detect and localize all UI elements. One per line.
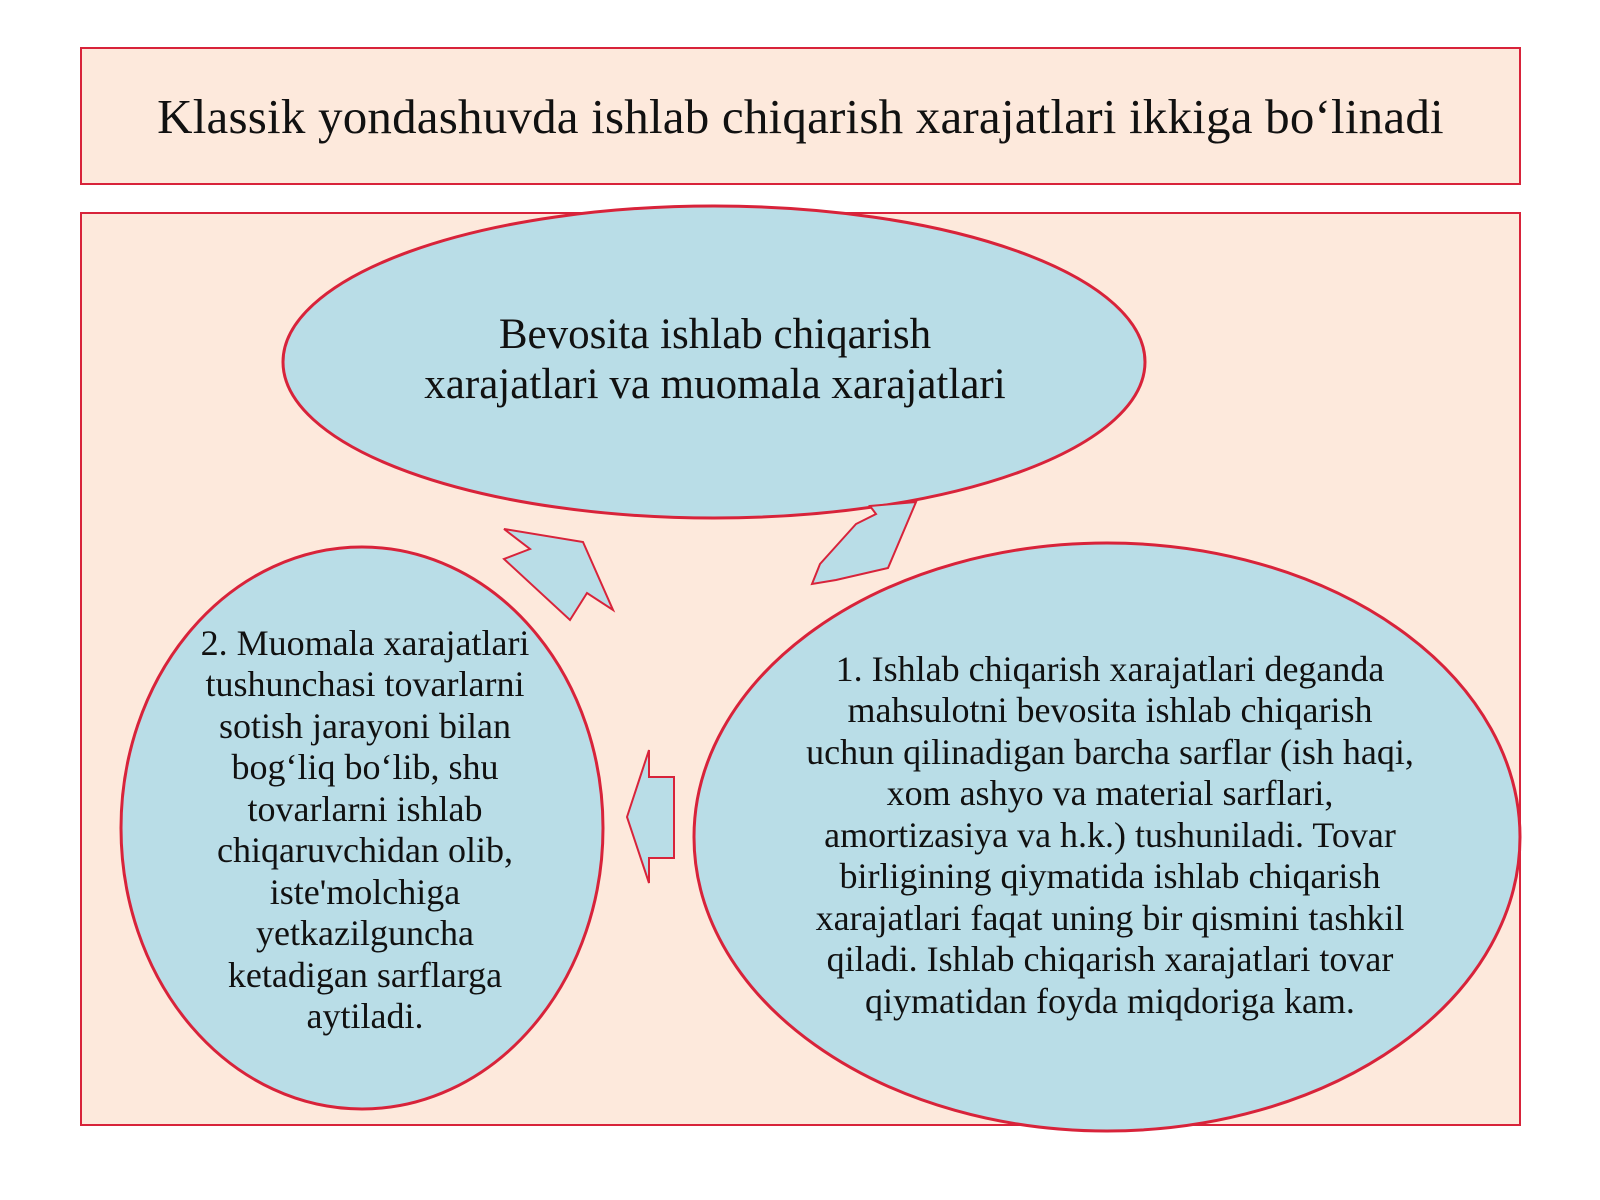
right-node-label: 1. Ishlab chiqarish xarajatlari deganda mahsulotni bevosita ishlab chiqarish uchun qilinadigan barcha sarflar (ish haqi, xom ashyo va material sarflari, amortizasiya va h.k.) tushuniladi. Tovar birligining qiymatida ishlab chiqarish xarajatlari faqat uning bir qismini tashkil qiladi. Ishlab chiqarish xarajatlari tovar qiymatidan foyda miqdoriga kam.: [806, 648, 1414, 1021]
left-node-label: 2. Muomala xarajatlari tushunchasi tovarlarni sotish jarayoni bilan bog‘liq bo‘lib, shu tovarlarni ishlab chiqaruvchidan olib, iste'molchiga yetkazilguncha ketadigan sarflarga aytiladi.: [200, 622, 530, 1036]
left-node-text: [185, 580, 545, 1080]
right-node-text: [800, 608, 1420, 1063]
top-node-text: [420, 285, 1010, 435]
slide-title: Klassik yondashuvda ishlab chiqarish xarajatlari ikkiga bo‘linadi: [157, 88, 1444, 144]
arrow-right-to-left: [627, 750, 674, 883]
arrow-top-to-right: [812, 502, 916, 584]
top-node-label: Bevosita ishlab chiqarish xarajatlari va muomala xarajatlari: [424, 311, 1006, 408]
